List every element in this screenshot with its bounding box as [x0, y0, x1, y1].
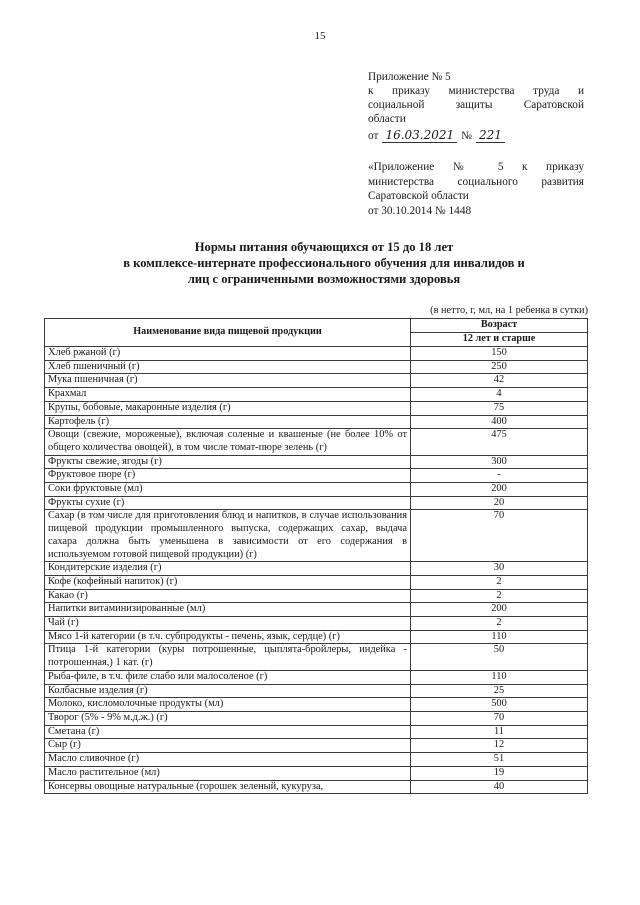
column-header-age: Возраст	[411, 319, 588, 333]
table-row	[45, 388, 588, 402]
norm-value-cell: 19	[411, 766, 588, 780]
product-name-cell: Молоко, кисломолочные продукты (мл)	[45, 698, 411, 712]
table-row	[45, 469, 588, 483]
product-name-cell: Сахар (в том числе для приготовления блюд и напитков, в случае использования пищевой продукции промышленного выпуска, содержащих сахар, выдача сахара должна быть уменьшена в зависимости от его содержания в используемом готовой пищевой продукции) (г)	[45, 510, 411, 562]
table-row	[45, 562, 588, 576]
product-name-cell: Крахмал	[45, 388, 411, 402]
appendix-line: социальной защиты Саратовской	[368, 99, 584, 111]
table-row	[45, 644, 588, 670]
norm-value-cell: 20	[411, 496, 588, 510]
page-number: 15	[314, 30, 326, 42]
norm-value-cell: 11	[411, 725, 588, 739]
document-title	[60, 239, 588, 287]
product-name-cell: Фрукты сухие (г)	[45, 496, 411, 510]
date-prefix: от	[368, 130, 379, 142]
appendix-line: к приказу министерства труда и	[368, 85, 584, 97]
product-name-cell: Кофе (кофейный напиток) (г)	[45, 575, 411, 589]
norm-value-cell: 2	[411, 589, 588, 603]
product-name-cell: Сметана (г)	[45, 725, 411, 739]
product-name-cell: Хлеб пшеничный (г)	[45, 360, 411, 374]
product-name-cell: Сыр (г)	[45, 739, 411, 753]
product-name-cell: Масло сливочное (г)	[45, 753, 411, 767]
table-row	[45, 617, 588, 631]
appendix-header	[368, 70, 584, 143]
table-row	[45, 603, 588, 617]
product-name-cell: Крупы, бобовые, макаронные изделия (г)	[45, 401, 411, 415]
norm-value-cell: 4	[411, 388, 588, 402]
norm-value-cell: 30	[411, 562, 588, 576]
number-prefix: №	[461, 130, 472, 142]
handwritten-number: 221	[476, 128, 505, 143]
nutrition-norms-table	[44, 318, 588, 794]
appendix-line: Приложение № 5	[368, 71, 451, 83]
previous-appendix	[368, 160, 584, 218]
previous-appendix-line: министерства социального развития	[368, 175, 584, 188]
table-row	[45, 360, 588, 374]
product-name-cell: Фруктовое пюре (г)	[45, 469, 411, 483]
previous-appendix-line: Саратовской области	[368, 190, 469, 202]
product-name-cell: Колбасные изделия (г)	[45, 684, 411, 698]
table-row	[45, 455, 588, 469]
norm-value-cell: 70	[411, 510, 588, 562]
norm-value-cell: 51	[411, 753, 588, 767]
norm-value-cell: 110	[411, 670, 588, 684]
norm-value-cell: 70	[411, 711, 588, 725]
table-row	[45, 684, 588, 698]
appendix-line: области	[368, 113, 406, 125]
previous-appendix-line: «Приложение № 5 к приказу	[368, 161, 584, 173]
norm-value-cell: 200	[411, 483, 588, 497]
norm-value-cell: 200	[411, 603, 588, 617]
table-row	[45, 780, 588, 794]
norm-value-cell: 250	[411, 360, 588, 374]
norm-value-cell: 12	[411, 739, 588, 753]
table-row	[45, 753, 588, 767]
norm-value-cell: 2	[411, 617, 588, 631]
table-row	[45, 739, 588, 753]
product-name-cell: Фрукты свежие, ягоды (г)	[45, 455, 411, 469]
product-name-cell: Консервы овощные натуральные (горошек зеленый, кукуруза,	[45, 780, 411, 794]
table-row	[45, 510, 588, 562]
norm-value-cell: 150	[411, 347, 588, 361]
column-header-product: Наименование вида пищевой продукции	[45, 319, 411, 347]
norm-value-cell: 110	[411, 630, 588, 644]
product-name-cell: Кондитерские изделия (г)	[45, 562, 411, 576]
product-name-cell: Рыба-филе, в т.ч. филе слабо или малосоленое (г)	[45, 670, 411, 684]
product-name-cell: Масло растительное (мл)	[45, 766, 411, 780]
table-row	[45, 374, 588, 388]
table-row	[45, 766, 588, 780]
table-row	[45, 575, 588, 589]
product-name-cell: Соки фруктовые (мл)	[45, 483, 411, 497]
norm-value-cell: 500	[411, 698, 588, 712]
norm-value-cell: 40	[411, 780, 588, 794]
product-name-cell: Чай (г)	[45, 617, 411, 631]
table-row	[45, 496, 588, 510]
handwritten-date: 16.03.2021	[382, 128, 457, 143]
title-line: в комплексе-интернате профессионального обучения для инвалидов и	[123, 256, 525, 270]
table-row	[45, 670, 588, 684]
product-name-cell: Мука пшеничная (г)	[45, 374, 411, 388]
product-name-cell: Картофель (г)	[45, 415, 411, 429]
table-row	[45, 589, 588, 603]
column-subheader-age-group: 12 лет и старше	[411, 333, 588, 347]
table-row	[45, 347, 588, 361]
product-name-cell: Мясо 1-й категории (в т.ч. субпродукты - печень, язык, сердце) (г)	[45, 630, 411, 644]
norm-value-cell: -	[411, 469, 588, 483]
norm-value-cell: 25	[411, 684, 588, 698]
product-name-cell: Напитки витаминизированные (мл)	[45, 603, 411, 617]
product-name-cell: Овощи (свежие, мороженые), включая соленые и квашеные (не более 10% от общего количества овощей), в том числе томат-пюре зелень (г)	[45, 429, 411, 455]
product-name-cell: Хлеб ржаной (г)	[45, 347, 411, 361]
title-line: Нормы питания обучающихся от 15 до 18 лет	[194, 240, 454, 254]
table-row	[45, 415, 588, 429]
product-name-cell: Какао (г)	[45, 589, 411, 603]
table-row	[45, 401, 588, 415]
product-name-cell: Творог (5% - 9% м.д.ж.) (г)	[45, 711, 411, 725]
norm-value-cell: 42	[411, 374, 588, 388]
table-row	[45, 725, 588, 739]
order-date-number	[368, 128, 584, 143]
norm-value-cell: 75	[411, 401, 588, 415]
previous-appendix-line: от 30.10.2014 № 1448	[368, 204, 472, 217]
table-row	[45, 698, 588, 712]
table-row	[45, 630, 588, 644]
norm-value-cell: 50	[411, 644, 588, 670]
table-row	[45, 711, 588, 725]
product-name-cell: Птица 1-й категории (куры потрошенные, цыплята-бройлеры, индейка - потрошенная,) 1 кат. (г)	[45, 644, 411, 670]
units-note: (в нетто, г, мл, на 1 ребенка в сутки)	[430, 305, 588, 316]
norm-value-cell: 400	[411, 415, 588, 429]
norm-value-cell: 300	[411, 455, 588, 469]
title-line: лиц с ограниченными возможностями здоровья	[187, 272, 461, 286]
table-row	[45, 483, 588, 497]
table-row	[45, 429, 588, 455]
norm-value-cell: 475	[411, 429, 588, 455]
norm-value-cell: 2	[411, 575, 588, 589]
